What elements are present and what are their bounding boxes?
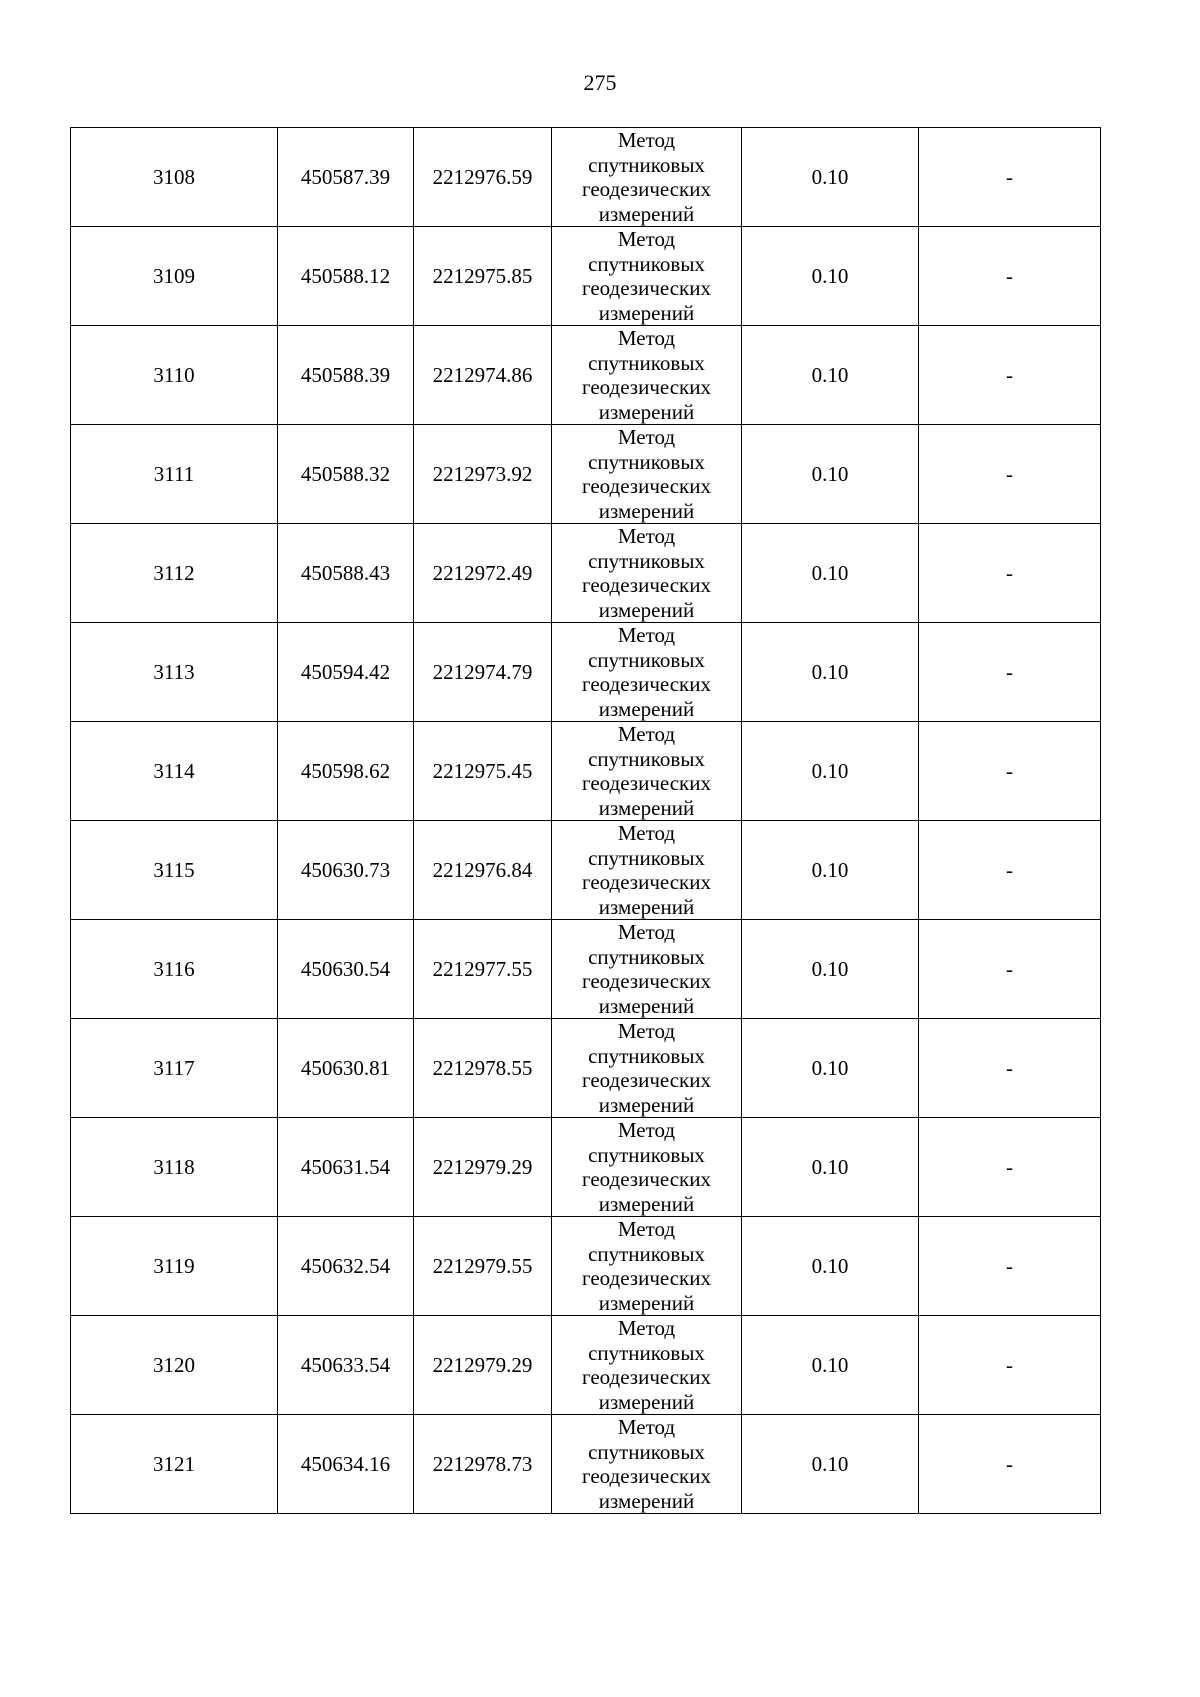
x-coordinate-cell: 450588.32 — [278, 425, 414, 524]
method-line: измерений — [598, 993, 695, 1018]
method-line: измерений — [598, 399, 695, 424]
note-cell: - — [919, 1118, 1101, 1217]
accuracy-cell: 0.10 — [742, 1118, 919, 1217]
accuracy-cell: 0.10 — [742, 623, 919, 722]
method-line: геодезических — [581, 969, 711, 993]
x-coordinate-cell: 450587.39 — [278, 128, 414, 227]
point-number-cell: 3111 — [71, 425, 278, 524]
point-number-cell: 3115 — [71, 821, 278, 920]
x-coordinate-cell: 450634.16 — [278, 1415, 414, 1514]
table-row — [71, 1415, 1101, 1514]
method-cell — [552, 128, 742, 227]
x-coordinate-cell: 450588.12 — [278, 227, 414, 326]
method-cell — [552, 227, 742, 326]
method-line: геодезических — [581, 870, 711, 894]
point-number-cell: 3109 — [71, 227, 278, 326]
table-row — [71, 425, 1101, 524]
method-line: спутниковых — [588, 845, 705, 870]
x-coordinate-cell: 450594.42 — [278, 623, 414, 722]
method-line: измерений — [598, 894, 695, 919]
table-row — [71, 1217, 1101, 1316]
table-row — [71, 1118, 1101, 1217]
method-line: спутниковых — [588, 1043, 705, 1068]
x-coordinate-cell: 450631.54 — [278, 1118, 414, 1217]
y-coordinate-cell: 2212975.45 — [414, 722, 552, 821]
accuracy-cell: 0.10 — [742, 227, 919, 326]
y-coordinate-cell: 2212977.55 — [414, 920, 552, 1019]
method-line: геодезических — [581, 474, 711, 498]
accuracy-cell: 0.10 — [742, 326, 919, 425]
method-cell — [552, 821, 742, 920]
x-coordinate-cell: 450630.54 — [278, 920, 414, 1019]
method-line: измерений — [598, 1488, 695, 1513]
table-row — [71, 326, 1101, 425]
accuracy-cell: 0.10 — [742, 1316, 919, 1415]
x-coordinate-cell: 450632.54 — [278, 1217, 414, 1316]
method-line: Метод — [617, 128, 676, 152]
note-cell: - — [919, 623, 1101, 722]
method-cell — [552, 623, 742, 722]
accuracy-cell: 0.10 — [742, 722, 919, 821]
point-number-cell: 3118 — [71, 1118, 278, 1217]
table-row — [71, 524, 1101, 623]
point-number-cell: 3113 — [71, 623, 278, 722]
accuracy-cell: 0.10 — [742, 1415, 919, 1514]
method-line: геодезических — [581, 1068, 711, 1092]
x-coordinate-cell: 450630.81 — [278, 1019, 414, 1118]
accuracy-cell: 0.10 — [742, 128, 919, 227]
method-line: измерений — [598, 696, 695, 721]
point-number-cell: 3114 — [71, 722, 278, 821]
method-line: геодезических — [581, 177, 711, 201]
method-line: спутниковых — [588, 746, 705, 771]
method-line: Метод — [617, 920, 676, 944]
method-line: измерений — [598, 1389, 695, 1414]
point-number-cell: 3119 — [71, 1217, 278, 1316]
method-line: измерений — [598, 1290, 695, 1315]
method-line: спутниковых — [588, 152, 705, 177]
coordinates-table — [70, 127, 1101, 1514]
accuracy-cell: 0.10 — [742, 1217, 919, 1316]
y-coordinate-cell: 2212973.92 — [414, 425, 552, 524]
point-number-cell: 3110 — [71, 326, 278, 425]
method-line: измерений — [598, 498, 695, 523]
method-cell — [552, 1415, 742, 1514]
y-coordinate-cell: 2212976.59 — [414, 128, 552, 227]
method-line: спутниковых — [588, 548, 705, 573]
note-cell: - — [919, 128, 1101, 227]
method-line: геодезических — [581, 771, 711, 795]
note-cell: - — [919, 920, 1101, 1019]
table-row — [71, 722, 1101, 821]
note-cell: - — [919, 1415, 1101, 1514]
point-number-cell: 3112 — [71, 524, 278, 623]
table-row — [71, 227, 1101, 326]
method-line: Метод — [617, 1217, 676, 1241]
method-line: Метод — [617, 524, 676, 548]
y-coordinate-cell: 2212979.55 — [414, 1217, 552, 1316]
method-line: геодезических — [581, 1464, 711, 1488]
note-cell: - — [919, 821, 1101, 920]
accuracy-cell: 0.10 — [742, 1019, 919, 1118]
table-row — [71, 623, 1101, 722]
y-coordinate-cell: 2212978.73 — [414, 1415, 552, 1514]
y-coordinate-cell: 2212972.49 — [414, 524, 552, 623]
table-row — [71, 920, 1101, 1019]
y-coordinate-cell: 2212978.55 — [414, 1019, 552, 1118]
table-row — [71, 1019, 1101, 1118]
x-coordinate-cell: 450630.73 — [278, 821, 414, 920]
y-coordinate-cell: 2212976.84 — [414, 821, 552, 920]
page-number: 275 — [583, 70, 617, 95]
x-coordinate-cell: 450588.39 — [278, 326, 414, 425]
method-line: спутниковых — [588, 1340, 705, 1365]
method-line: спутниковых — [588, 944, 705, 969]
method-line: Метод — [617, 326, 676, 350]
note-cell: - — [919, 425, 1101, 524]
method-cell — [552, 326, 742, 425]
method-line: Метод — [617, 425, 676, 449]
method-cell — [552, 1019, 742, 1118]
method-cell — [552, 920, 742, 1019]
method-line: Метод — [617, 1415, 676, 1439]
method-line: измерений — [598, 300, 695, 325]
method-line: спутниковых — [588, 647, 705, 672]
method-line: Метод — [617, 1019, 676, 1043]
method-cell — [552, 722, 742, 821]
table-row — [71, 1316, 1101, 1415]
table-row — [71, 821, 1101, 920]
method-line: спутниковых — [588, 1142, 705, 1167]
method-line: спутниковых — [588, 1241, 705, 1266]
method-line: спутниковых — [588, 350, 705, 375]
y-coordinate-cell: 2212979.29 — [414, 1316, 552, 1415]
accuracy-cell: 0.10 — [742, 524, 919, 623]
method-line: геодезических — [581, 1266, 711, 1290]
point-number-cell: 3117 — [71, 1019, 278, 1118]
method-line: измерений — [598, 1191, 695, 1216]
accuracy-cell: 0.10 — [742, 425, 919, 524]
table-row — [71, 128, 1101, 227]
method-line: Метод — [617, 722, 676, 746]
method-line: спутниковых — [588, 251, 705, 276]
accuracy-cell: 0.10 — [742, 821, 919, 920]
y-coordinate-cell: 2212974.86 — [414, 326, 552, 425]
method-line: геодезических — [581, 276, 711, 300]
note-cell: - — [919, 326, 1101, 425]
point-number-cell: 3121 — [71, 1415, 278, 1514]
note-cell: - — [919, 1019, 1101, 1118]
method-line: геодезических — [581, 1167, 711, 1191]
y-coordinate-cell: 2212975.85 — [414, 227, 552, 326]
coordinates-table-body — [71, 128, 1101, 1514]
method-line: измерений — [598, 795, 695, 820]
note-cell: - — [919, 227, 1101, 326]
method-line: Метод — [617, 1118, 676, 1142]
x-coordinate-cell: 450588.43 — [278, 524, 414, 623]
y-coordinate-cell: 2212974.79 — [414, 623, 552, 722]
point-number-cell: 3120 — [71, 1316, 278, 1415]
method-line: спутниковых — [588, 1439, 705, 1464]
method-cell — [552, 1316, 742, 1415]
y-coordinate-cell: 2212979.29 — [414, 1118, 552, 1217]
x-coordinate-cell: 450598.62 — [278, 722, 414, 821]
x-coordinate-cell: 450633.54 — [278, 1316, 414, 1415]
point-number-cell: 3108 — [71, 128, 278, 227]
method-line: геодезических — [581, 672, 711, 696]
method-cell — [552, 1118, 742, 1217]
note-cell: - — [919, 1217, 1101, 1316]
accuracy-cell: 0.10 — [742, 920, 919, 1019]
note-cell: - — [919, 524, 1101, 623]
method-line: измерений — [598, 201, 695, 226]
point-number-cell: 3116 — [71, 920, 278, 1019]
method-cell — [552, 425, 742, 524]
method-cell — [552, 524, 742, 623]
method-line: Метод — [617, 623, 676, 647]
method-line: Метод — [617, 821, 676, 845]
method-line: измерений — [598, 1092, 695, 1117]
method-line: геодезических — [581, 573, 711, 597]
method-line: Метод — [617, 227, 676, 251]
method-line: геодезических — [581, 1365, 711, 1389]
method-line: Метод — [617, 1316, 676, 1340]
note-cell: - — [919, 1316, 1101, 1415]
method-line: геодезических — [581, 375, 711, 399]
method-cell — [552, 1217, 742, 1316]
method-line: спутниковых — [588, 449, 705, 474]
method-line: измерений — [598, 597, 695, 622]
note-cell: - — [919, 722, 1101, 821]
